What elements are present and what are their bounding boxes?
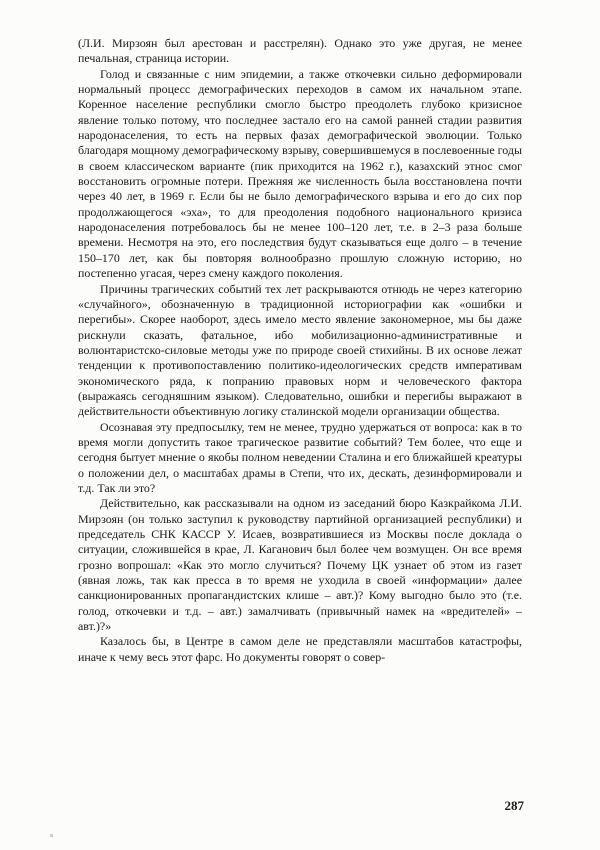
paragraph-3: Причины трагических событий тех лет раскрываются отнюдь не через категорию «случайного», обозначенную в традиционной историографии как «ошибки и перегибы». Скорее наоборот, здесь имело место явление закономерное, мы бы даже рискнули сказать, фатальное, ибо мобилизационно-административные и волюнтаристско-силовые методы уже по природе своей стихийны. В их основе лежат тенденции к противопоставлению политико-идеологических средств императивам экономического ряда, к попранию правовых норм и человеческого фактора (выражаясь сегодняшним языком). Следовательно, ошибки и перегибы выражают в действительности объективную логику сталинской модели организации общества. bbox=[78, 281, 522, 419]
paragraph-4: Осознавая эту предпосылку, тем не менее, трудно удержаться от вопроса: как в то время могли допустить такое трагическое развитие событий? Тем более, что еще и сегодня бытует мнение о якобы полном неведении Сталина и его ближайшей креатуры о положении дел, о масштабах драмы в Степи, что их, дескать, дезинформировали и т.д. Так ли это? bbox=[78, 419, 522, 495]
page-number: 287 bbox=[504, 798, 524, 813]
body-text bbox=[78, 36, 522, 665]
scan-speck bbox=[50, 834, 53, 837]
paragraph-1: (Л.И. Мирзоян был арестован и расстрелян). Однако это уже другая, не менее печальная, страница истории. bbox=[78, 36, 522, 66]
paragraph-5: Действительно, как рассказывали на одном из заседаний бюро Казкрайкома Л.И. Мирзоян (он только заступил к руководству партийной организацией республики) и председатель СНК КАССР У. Исаев, возвратившиеся из Москвы после доклада о ситуации, сложившейся в крае, Л. Каганович был более чем возмущен. Он все время грозно вопрошал: «Как это могло случиться? Почему ЦК узнает об этом из газет (явная ложь, так как пресса в то время не уходила в своей «информации» далее санкционированных пропагандистских клише – авт.)? Кому выгодно было это (т.е. голод, откочевки и т.д. – авт.) замалчивать (привычный намек на «вредителей» – авт.)?» bbox=[78, 496, 522, 634]
paragraph-6: Казалось бы, в Центре в самом деле не представляли масштабов катастрофы, иначе к чему весь этот фарс. Но документы говорят о совер- bbox=[78, 634, 522, 664]
paragraph-2: Голод и связанные с ним эпидемии, а также откочевки сильно деформировали нормальный процесс демографических переходов в самом их начальном этапе. Коренное население республики смогло быстро преодолеть глубоко кризисное явление только потому, что последнее застало его на самой ранней стадии развития народонаселения, то есть на первых фазах демографической эволюции. Только благодаря мощному демографическому взрыву, совершившемуся в послевоенные годы в своем классическом варианте (пик приходится на 1962 г.), казахский этнос смог восстановить огромные потери. Прежняя же численность была восстановлена почти через 40 лет, в 1969 г. Если бы не было демографического взрыва и его до сих пор продолжающегося «эха», то для преодоления подобного национального кризиса народонаселения потребовалось бы не менее 100–120 лет, т.е. в 2–3 раза больше времени. Несмотря на это, его последствия будут сказываться еще долго – в течение 150–170 лет, как бы повторяя волнообразно прошлую сложную историю, но постепенно угасая, через смену каждого поколения. bbox=[78, 66, 522, 281]
